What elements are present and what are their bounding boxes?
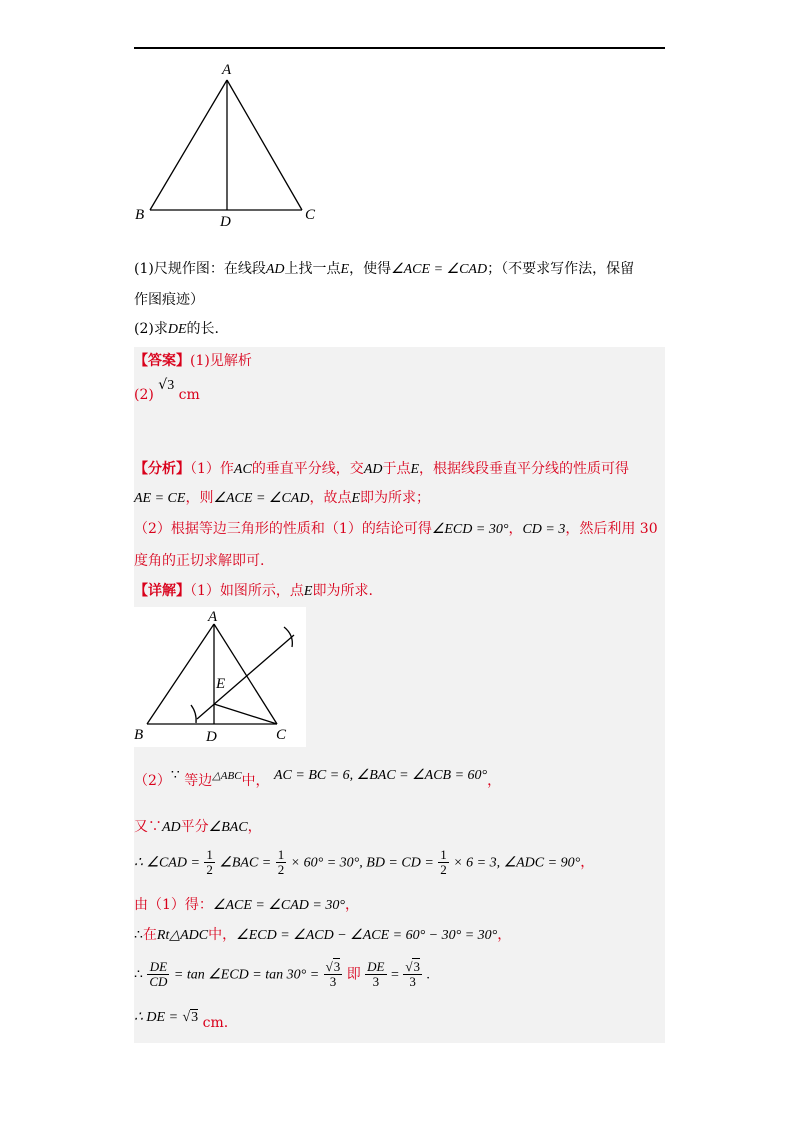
analysis-line4: 度角的正切求解即可.: [134, 553, 265, 569]
side-ac: [227, 80, 302, 210]
detail-step3: ∴ ∠CAD = $\frac{1}{2}$ ∠BAC = $\frac{1}{2}$ × 60° = 30°, BD = CD = $\frac{1}{2}$ × 6 = 3, ∠ADC = 90°，: [134, 847, 595, 877]
question-part1-line2: 作图痕迹）: [134, 292, 204, 308]
fraction-root3-3-b: $\frac{√3}{3}$: [405, 959, 420, 989]
detail-step6: ∴ $\frac{DE}{CD}$ = tan ∠ECD = tan 30° = $\frac{√3}{3}$ 即 $\frac{DE}{3}$ = $\frac{√3}{3}$ .: [134, 959, 430, 989]
fraction-de-3: $\frac{DE}{3}$: [367, 959, 385, 989]
analysis-title: 【分析】: [134, 461, 190, 477]
question-part1: (1)尺规作图：在线段AD上找一点E，使得∠ACE = ∠CAD；（不要求写作法，保留: [134, 261, 635, 277]
fraction-de-cd: $\frac{DE}{CD}$: [149, 959, 168, 989]
label-b: B: [135, 207, 145, 223]
answer-title: 【答案】: [134, 353, 190, 369]
fraction-root3-3: $\frac{√3}{3}$: [325, 959, 341, 989]
label-c-2: C: [276, 727, 287, 743]
fraction-half-1: $\frac{1}{2}$: [206, 847, 213, 877]
detail-title: 【详解】: [134, 583, 190, 599]
fraction-half-3: $\frac{1}{2}$: [440, 847, 447, 877]
question-part2: (2)求DE的长.: [134, 321, 219, 337]
header-rule: [134, 47, 665, 49]
label-d-2: D: [206, 729, 217, 745]
figure-triangle-abc: [134, 58, 334, 230]
side-ab: [150, 80, 227, 210]
analysis-line3: （2）根据等边三角形的性质和（1）的结论可得∠ECD = 30°，CD = 3，然后利用 30: [134, 521, 658, 537]
answer-line2: (2) √3 cm: [134, 377, 200, 403]
label-e-2: E: [216, 676, 226, 692]
detail-step4: 由（1）得：∠ACE = ∠CAD = 30°，: [134, 897, 359, 913]
answer-line1: 【答案】(1)见解析: [134, 353, 252, 369]
detail-step7: ∴ DE = √3 cm.: [134, 1010, 229, 1031]
label-b-2: B: [134, 727, 144, 743]
detail-step2: 又∵AD平分∠BAC，: [134, 819, 262, 835]
detail-step1: （2）∵ 等边$^{\triangle ABC}$中， AC = BC = 6, ∠BAC = ∠ACB = 60°，: [134, 768, 502, 789]
detail-step5: ∴在Rt△ADC中，∠ECD = ∠ACD − ∠ACE = 60° − 30° = 30°，: [134, 927, 512, 943]
label-c: C: [305, 207, 316, 223]
fraction-half-2: $\frac{1}{2}$: [277, 847, 285, 877]
detail-line1: 【详解】（1）如图所示，点E即为所求.: [134, 583, 373, 599]
label-a-2: A: [208, 609, 218, 625]
label-d: D: [220, 214, 231, 230]
analysis-line2: AE = CE，则∠ACE = ∠CAD，故点E即为所求；: [134, 490, 431, 506]
analysis-line1: 【分析】（1）作AC的垂直平分线，交AD于点E，根据线段垂直平分线的性质可得: [134, 461, 630, 477]
figure-construction: [134, 607, 306, 747]
label-a: A: [222, 62, 232, 78]
